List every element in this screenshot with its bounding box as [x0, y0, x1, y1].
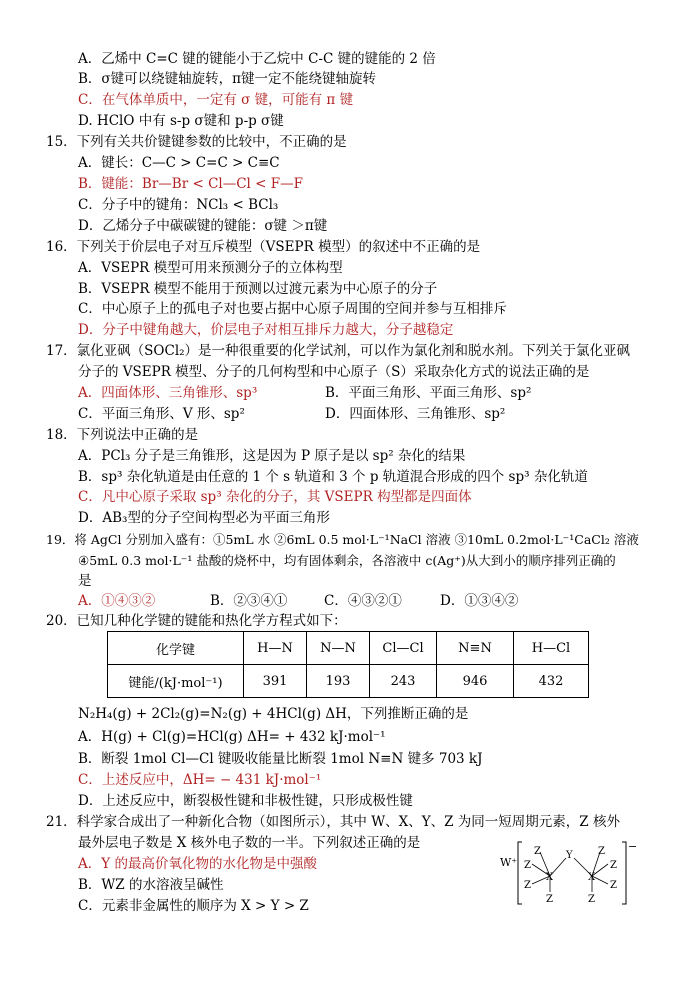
q19-option-c: C．④③②①	[324, 593, 402, 609]
q19-option-d: D．①③④②	[440, 593, 519, 609]
q18-option-b: B．sp³ 杂化轨道是由任意的 1 个 s 轨道和 3 个 p 轨道混合形成的四个 sp³ 杂化轨道	[78, 469, 588, 485]
structure-x-atom: X	[588, 872, 596, 883]
table-header-cell: H—N	[244, 632, 307, 665]
q20-option-b: B．断裂 1mol Cl—Cl 键吸收能量比断裂 1mol N≡N 键多 703 kJ	[78, 751, 483, 767]
q18-option-c: C．凡中心原子采取 sp³ 杂化的分子，其 VSEPR 构型都是四面体	[78, 489, 472, 505]
table-cell: 键能/(kJ·mol⁻¹)	[108, 665, 244, 698]
q15-stem: 15．下列有关共价键键参数的比较中，不正确的是	[46, 134, 347, 150]
q21-option-c: C．元素非金属性的顺序为 X > Y > Z	[78, 898, 309, 914]
q16-option-a: A．VSEPR 模型可用来预测分子的立体构型	[78, 260, 343, 276]
table-cell: 193	[307, 665, 370, 698]
table-cell: 432	[514, 665, 589, 698]
structure-z-atom: Z	[610, 860, 617, 871]
q19-stem-line2: ④5mL 0.3 mol·L⁻¹ 盐酸的烧杯中，均有固体剩余，各溶液中 c(Ag⁺)从大到小的顺序排列正确的	[78, 553, 616, 568]
q17-stem-line1: 17．氯化亚砜（SOCl₂）是一种很重要的化学试剂，可以作为氯化剂和脱水剂。下列关于氯化亚砜	[46, 343, 631, 359]
q15-option-c: C．分子中的键角：NCl₃ < BCl₃	[78, 197, 279, 213]
q17-option-c: C．平面三角形、V 形、sp²	[78, 406, 245, 422]
q18-option-a: A．PCl₃ 分子是三角锥形，这是因为 P 原子是以 sp² 杂化的结果	[78, 448, 466, 464]
structure-y-atom: Y	[566, 850, 573, 861]
q20-stem: 20．已知几种化学键的键能和热化学方程式如下：	[46, 613, 347, 629]
q19-stem-line3: 是	[78, 573, 92, 589]
q15-option-a: A．键长：C—C > C=C > C≡C	[78, 155, 280, 171]
right-bracket	[622, 842, 626, 904]
molecule-structure-diagram	[500, 838, 640, 910]
q20-equation: N₂H₄(g) + 2Cl₂(g)=N₂(g) + 4HCl(g) ΔH，下列推断正确的是	[78, 706, 469, 722]
table-header-cell: 化学键	[108, 632, 244, 665]
q16-option-d: D．分子中键角越大，价层电子对相互排斥力越大，分子越稳定	[78, 322, 454, 338]
q20-option-d: D．上述反应中，断裂极性键和非极性键，只形成极性键	[78, 793, 413, 809]
table-row	[108, 632, 589, 665]
table-row	[108, 665, 589, 698]
table-header-cell: H—Cl	[514, 632, 589, 665]
structure-z-atom: Z	[546, 894, 553, 905]
q14-option-d: D. HClO 中有 s-p σ键和 p-p σ键	[78, 113, 284, 129]
bond-energy-table	[107, 631, 589, 698]
structure-x-atom: X	[546, 872, 554, 883]
q16-option-c: C．中心原子上的孤电子对也要占据中心原子周围的空间并参与互相排斥	[78, 301, 507, 317]
q15-option-b: B．键能：Br—Br < Cl—Cl < F—F	[78, 176, 303, 192]
q14-option-a: A．乙烯中 C=C 键的键能小于乙烷中 C-C 键的键能的 2 倍	[78, 51, 436, 67]
q21-stem-line1: 21．科学家合成出了一种新化合物（如图所示），其中 W、X、Y、Z 为同一短周期元素，Z 核外	[46, 814, 620, 830]
q14-option-b: B．σ键可以绕键轴旋转，π键一定不能绕键轴旋转	[78, 71, 377, 87]
left-bracket	[518, 842, 522, 904]
structure-z-atom: Z	[524, 880, 531, 891]
structure-charge: −	[628, 840, 638, 853]
q16-stem: 16．下列关于价层电子对互斥模型（VSEPR 模型）的叙述中不正确的是	[46, 239, 481, 255]
q17-option-d: D．四面体形、三角锥形、sp²	[325, 406, 506, 422]
structure-z-atom: Z	[598, 846, 605, 857]
table-header-cell: Cl—Cl	[370, 632, 437, 665]
structure-z-atom: Z	[610, 880, 617, 891]
q20-option-a: A．H(g) + Cl(g)=HCl(g) ΔH= + 432 kJ·mol⁻¹	[78, 729, 386, 745]
q18-option-d: D．AB₃型的分子空间构型必为平面三角形	[78, 510, 330, 526]
structure-w-label: W⁺	[500, 856, 518, 869]
q16-option-b: B．VSEPR 模型不能用于预测以过渡元素为中心原子的分子	[78, 281, 438, 297]
table-header-cell: N≡N	[437, 632, 514, 665]
q17-stem-line2: 分子的 VSEPR 模型、分子的几何构型和中心原子（S）采取杂化方式的说法正确的是	[78, 364, 590, 380]
q21-option-b: B．WZ 的水溶液呈碱性	[78, 877, 224, 893]
structure-z-atom: Z	[524, 860, 531, 871]
q19-option-a: A．①④③②	[78, 593, 156, 609]
q19-option-b: B．②③④①	[210, 593, 288, 609]
q14-option-c: C．在气体单质中，一定有 σ 键，可能有 π 键	[78, 92, 354, 108]
q21-option-a: A．Y 的最高价氧化物的水化物是中强酸	[78, 856, 317, 872]
q17-option-a: A．四面体形、三角锥形、sp³	[78, 385, 258, 401]
q15-option-d: D．乙烯分子中碳碳键的键能：σ键 ＞π键	[78, 218, 328, 234]
q18-stem: 18．下列说法中正确的是	[46, 427, 199, 443]
q21-stem-line2: 最外层电子数是 X 核外电子数的一半。下列叙述正确的是	[78, 835, 421, 851]
q17-option-b: B．平面三角形、平面三角形、sp²	[325, 385, 532, 401]
q19-stem-line1: 19．将 AgCl 分别加入盛有：①5mL 水 ②6mL 0.5 mol·L⁻¹NaCl 溶液 ③10mL 0.2mol·L⁻¹CaCl₂ 溶液	[46, 532, 639, 547]
table-header-cell: N—N	[307, 632, 370, 665]
structure-z-atom: Z	[534, 846, 541, 857]
table-cell: 391	[244, 665, 307, 698]
structure-z-atom: Z	[588, 894, 595, 905]
q20-option-c: C．上述反应中，ΔH= − 431 kJ·mol⁻¹	[78, 772, 322, 788]
table-cell: 243	[370, 665, 437, 698]
table-cell: 946	[437, 665, 514, 698]
